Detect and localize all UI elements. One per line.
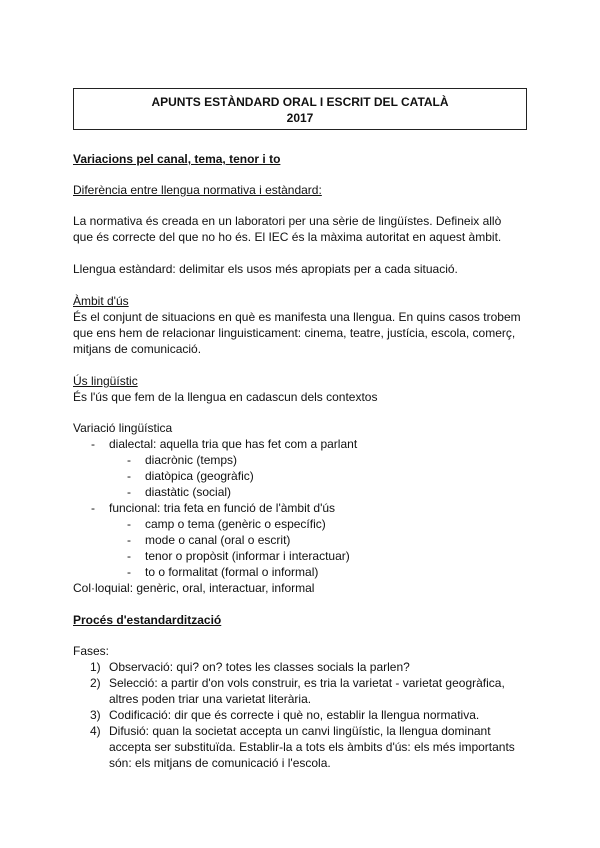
step-line: Codificació: dir que és correcte i què no, establir la llengua normativa.	[109, 708, 480, 722]
list-item: tenor o propòsit (informar i interactuar)	[145, 549, 350, 563]
section-heading-variacions: Variacions pel canal, tema, tenor i to	[73, 152, 281, 166]
document-title: APUNTS ESTÀNDARD ORAL I ESCRIT DEL CATALÀ	[151, 95, 449, 109]
step-line: Selecció: a partir d'on vols construir, es tria la varietat - varietat geogràfica,	[109, 676, 505, 690]
step-line: accepta ser substituïda. Establir-la a tots els àmbits d'ús: els més importants	[109, 740, 515, 754]
ambit-line2: que ens hem de relacionar linguisticament: cinema, teatre, justícia, escola, comerç,	[73, 326, 516, 340]
step-number: 3)	[90, 708, 101, 722]
list-item-funcional: funcional: tria feta en funció de l'àmbit d'ús	[109, 501, 336, 515]
paragraph-normativa-line1: La normativa és creada en un laboratori per una sèrie de lingüístes. Defineix allò	[73, 214, 502, 228]
subheading-us: Ús lingüístic	[73, 374, 138, 388]
list-dash: -	[127, 485, 131, 499]
section-heading-proces: Procés d'estandardització	[73, 613, 222, 627]
paragraph-normativa-line2: que és correcte del que no ho és. El IEC és la màxima autoritat en aquest àmbit.	[73, 230, 502, 244]
list-item: diastàtic (social)	[145, 485, 232, 499]
list-dash: -	[91, 437, 95, 451]
list-item: mode o canal (oral o escrit)	[145, 533, 291, 547]
document-year: 2017	[286, 111, 314, 125]
ambit-line1: És el conjunt de situacions en què es manifesta una llengua. En quins casos trobem	[73, 310, 521, 324]
paragraph-estandard: Llengua estàndard: delimitar els usos més apropiats per a cada situació.	[73, 262, 458, 276]
list-item: camp o tema (genèric o específic)	[145, 517, 326, 531]
ambit-line3: mitjans de comunicació.	[73, 342, 202, 356]
list-item-dialectal: dialectal: aquella tria que has fet com a parlant	[109, 437, 358, 451]
step-line: Observació: qui? on? totes les classes socials la parlen?	[109, 660, 410, 674]
list-dash: -	[127, 517, 131, 531]
list-item: to o formalitat (formal o informal)	[145, 565, 319, 579]
step-line: són: els mitjans de comunicació i l'escola.	[109, 756, 331, 770]
step-line: altres poden triar una varietat literària.	[109, 692, 312, 706]
fases-label: Fases:	[73, 644, 110, 658]
list-item: diatòpica (geogràfic)	[145, 469, 254, 483]
step-number: 2)	[90, 676, 101, 690]
subheading-ambit: Àmbit d'ús	[73, 294, 129, 308]
step-number: 4)	[90, 724, 101, 738]
list-dash: -	[127, 453, 131, 467]
document-title-box	[73, 88, 527, 130]
list-dash: -	[127, 549, 131, 563]
list-dash: -	[127, 469, 131, 483]
list-dash: -	[127, 565, 131, 579]
variacio-heading: Variació lingüística	[73, 421, 173, 435]
list-item: diacrònic (temps)	[145, 453, 238, 467]
list-dash: -	[127, 533, 131, 547]
colloquial-line: Col·loquial: genèric, oral, interactuar, informal	[73, 581, 315, 595]
list-dash: -	[91, 501, 95, 515]
step-number: 1)	[90, 660, 101, 674]
step-line: Difusió: quan la societat accepta un canvi lingüístic, la llengua dominant	[109, 724, 491, 738]
subheading-diferencia: Diferència entre llengua normativa i estàndard:	[73, 183, 322, 197]
us-text: És l'ús que fem de la llengua en cadascun dels contextos	[73, 390, 378, 404]
